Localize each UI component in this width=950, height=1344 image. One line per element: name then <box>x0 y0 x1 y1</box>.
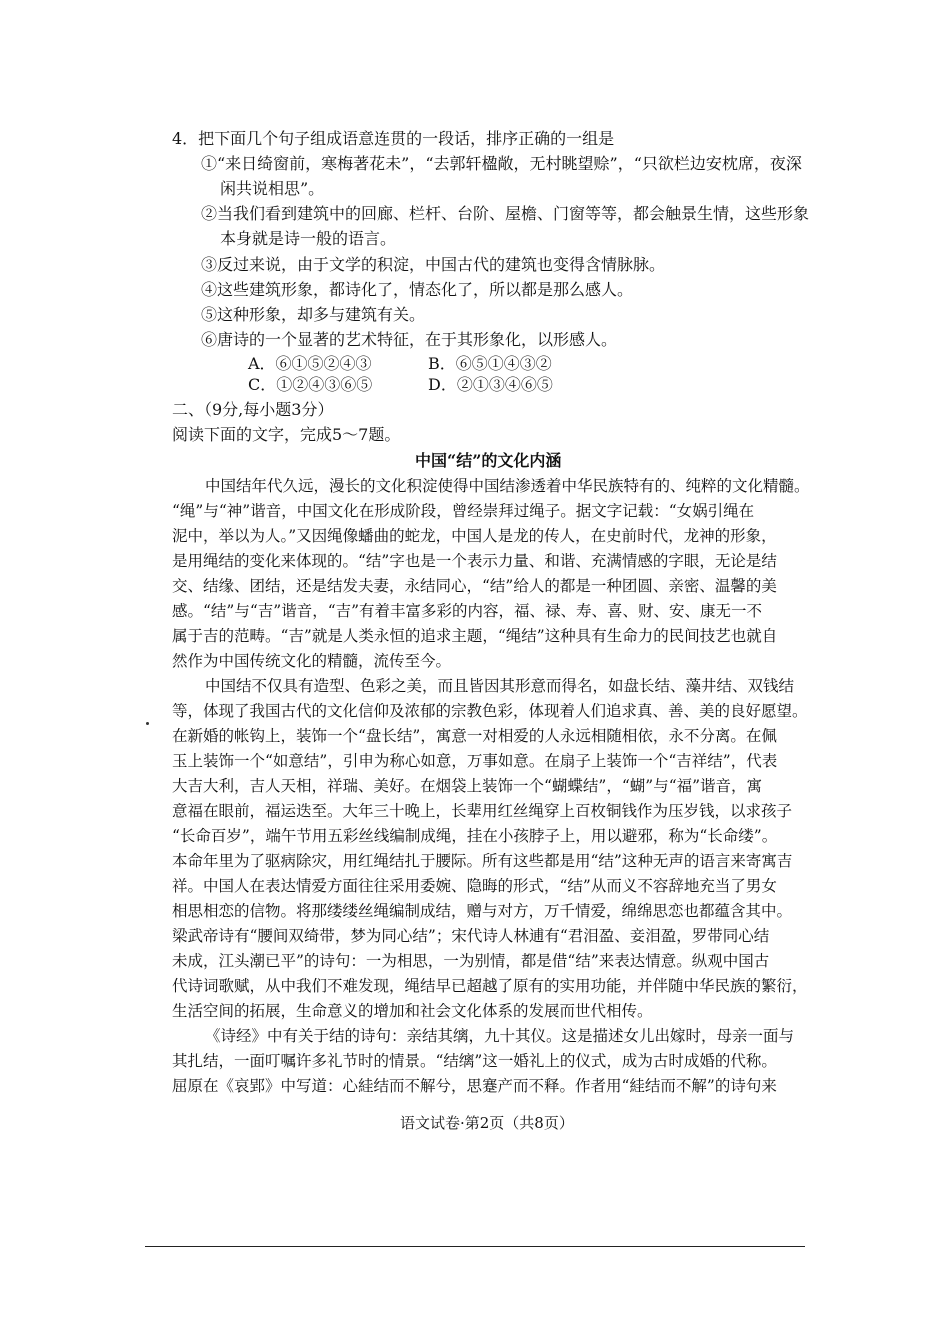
question-4-item: ②当我们看到建筑中的回廊、栏杆、台阶、屋檐、门窗等等，都会触景生情，这些形象 <box>201 204 810 223</box>
question-4-item: ⑤这种形象，却多与建筑有关。 <box>201 305 426 324</box>
article-line: 意福在眼前，福运迭至。大年三十晚上，长辈用红丝绳穿上百枚铜钱作为压岁钱，以求孩子 <box>172 802 793 820</box>
question-4-item: ⑥唐诗的一个显著的艺术特征，在于其形象化，以形感人。 <box>201 330 618 349</box>
option-d: D．②①③④⑥⑤ <box>428 375 553 394</box>
article-title: 中国“结”的文化内涵 <box>415 451 562 470</box>
article-line: 屈原在《哀郢》中写道：心絓结而不解兮，思蹇产而不释。作者用“絓结而不解”的诗句来 <box>172 1077 777 1095</box>
article-line: 中国结不仅具有造型、色彩之美，而且皆因其形意而得名，如盘长结、藻井结、双钱结 <box>205 677 795 695</box>
article-line: 本命年里为了驱病除灾，用红绳结扎于腰际。所有这些都是用“结”这种无声的语言来寄寓吉 <box>172 852 793 870</box>
article-line: 未成，江头潮已平”的诗句：一为相思，一为别情，都是借“结”来表达情意。纵观中国古 <box>172 952 770 970</box>
question-4-item: ③反过来说，由于文学的积淀，中国古代的建筑也变得含情脉脉。 <box>201 255 666 274</box>
article-line: 是用绳结的变化来体现的。“结”字也是一个表示力量、和谐、充满情感的字眼，无论是结 <box>172 552 777 570</box>
section-heading: 二、（9分,每小题3分） <box>172 400 334 419</box>
article-line: 在新婚的帐钩上，装饰一个“盘长结”，寓意一对相爱的人永远相随相依，永不分离。在佩 <box>172 727 777 745</box>
article-line: 感。“结”与“吉”谐音，“吉”有着丰富多彩的内容，福、禄、寿、喜、财、安、康无一不 <box>172 602 763 620</box>
article-line: “长命百岁”，端午节用五彩丝线编制成绳，挂在小孩脖子上，用以避邪，称为“长命缕”。 <box>172 827 778 845</box>
page-footer: 语文试卷·第2页（共8页） <box>400 1114 574 1132</box>
option-b: B．⑥⑤①④③② <box>428 354 552 373</box>
article-line: 代诗词歌赋，从中我们不难发现，绳结早已超越了原有的实用功能，并伴随中华民族的繁衍， <box>172 977 808 995</box>
article-line: 交、结缘、团结，还是结发夫妻，永结同心，“结”给人的都是一种团圆、亲密、温馨的美 <box>172 577 777 595</box>
article-line: 梁武帝诗有“腰间双绮带，梦为同心结”；宋代诗人林逋有“君泪盈、妾泪盈，罗带同心结 <box>172 927 770 945</box>
question-4-item: ①“来日绮窗前，寒梅著花未”，“去郭轩楹敞，无村眺望赊”，“只欲栏边安枕席，夜深 <box>201 154 802 173</box>
option-c: C．①②④③⑥⑤ <box>248 375 373 394</box>
article-line: 然作为中国传统文化的精髓，流传至今。 <box>172 652 452 670</box>
article-line: 中国结年代久远，漫长的文化积淀使得中国结渗透着中华民族特有的、纯粹的文化精髓。 <box>205 477 810 495</box>
question-4-item: ④这些建筑形象，都诗化了，情态化了，所以都是那么感人。 <box>201 280 634 299</box>
question-4-item: 闲共说相思”。 <box>220 179 325 198</box>
bottom-rule <box>145 1246 805 1247</box>
article-line: 等，体现了我国古代的文化信仰及浓郁的宗教色彩，体现着人们追求真、善、美的良好愿望。 <box>172 702 808 720</box>
article-line: 其扎结，一面叮嘱许多礼节时的情景。“结缡”这一婚礼上的仪式，成为古时成婚的代称。 <box>172 1052 777 1070</box>
option-a: A．⑥①⑤②④③ <box>248 354 372 373</box>
article-line: 《诗经》中有关于结的诗句：亲结其缡，九十其仪。这是描述女儿出嫁时，母亲一面与 <box>205 1027 795 1045</box>
article-line: 玉上装饰一个“如意结”，引申为称心如意，万事如意。在扇子上装饰一个“吉祥结”，代表 <box>172 752 778 770</box>
article-line: 相思相恋的信物。将那缕缕丝绳编制成结，赠与对方，万千情爱，绵绵思恋也都蕴含其中。 <box>172 902 793 920</box>
question-4-stem: 4．把下面几个句子组成语意连贯的一段话，排序正确的一组是 <box>172 129 615 148</box>
article-line: 属于吉的范畴。“吉”就是人类永恒的追求主题，“绳结”这种具有生命力的民间技艺也就自 <box>172 627 778 645</box>
article-line: 生活空间的拓展，生命意义的增加和社会文化体系的发展而世代相传。 <box>172 1002 653 1020</box>
article-line: 大吉大利，吉人天相，祥瑞、美好。在烟袋上装饰一个“蝴蝶结”，“蝴”与“福”谐音，寓 <box>172 777 763 795</box>
article-line: “绳”与“神”谐音，中国文化在形成阶段，曾经崇拜过绳子。据文字记载：“女娲引绳在 <box>172 502 755 520</box>
scan-speck <box>146 722 149 725</box>
article-line: 祥。中国人在表达情爱方面往往采用委婉、隐晦的形式，“结”从而义不容辞地充当了男女 <box>172 877 777 895</box>
question-4-item: 本身就是诗一般的语言。 <box>220 229 397 248</box>
section-instruction: 阅读下面的文字，完成5～7题。 <box>172 425 401 444</box>
article-line: 泥中，举以为人。”又因绳像蟠曲的蛇龙，中国人是龙的传人，在史前时代，龙神的形象， <box>172 527 777 545</box>
